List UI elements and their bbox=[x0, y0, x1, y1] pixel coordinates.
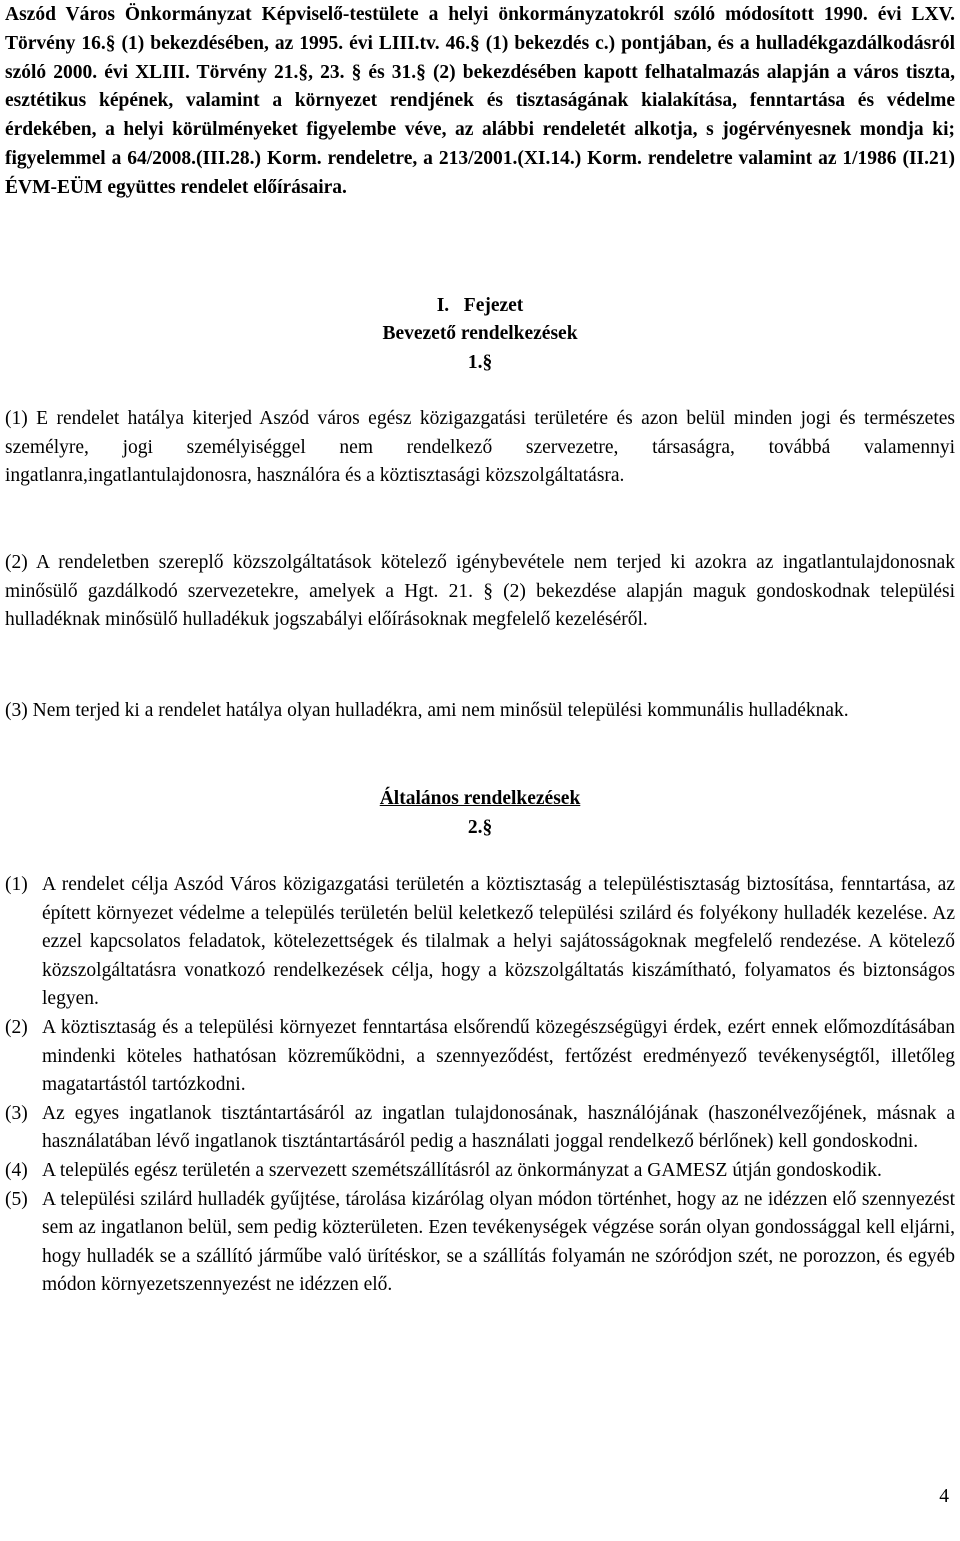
list-item bbox=[5, 1100, 955, 1157]
list-item bbox=[5, 1186, 955, 1300]
document-page bbox=[5, 0, 955, 1541]
general-provisions-title: Általános rendelkezések bbox=[379, 788, 581, 809]
list-item bbox=[5, 871, 955, 1014]
chapter-heading bbox=[5, 292, 955, 321]
list-item-number: (2) bbox=[5, 1016, 28, 1038]
section-2-number: 2.§ bbox=[467, 817, 493, 838]
list-item-number: (4) bbox=[5, 1159, 28, 1181]
list-item-number: (1) bbox=[5, 874, 28, 895]
section-1-paragraph-3: (3) Nem terjed ki a rendelet hatálya olyan hulladékra, ami nem minősül települési kommunális hulladéknak. bbox=[5, 700, 849, 721]
chapter-title: Bevezető rendelkezések bbox=[382, 323, 578, 344]
page-number: 4 bbox=[939, 1486, 949, 1507]
preamble-paragraph: Aszód Város Önkormányzat Képviselő-testülete a helyi önkormányzatokról szóló módosított 1990. évi LXV. Törvény 16.§ (1) bekezdésében, az 1995. évi LIII.tv. 46.§ (1) bekezdés c.) pontjában, és a hulladékgazdálkodásról szóló 2000. évi XLIII. Törvény 21.§, 23. § és 31.§ (2) bekezdésében kapott felhatalmazás alapján a város tiszta, esztétikus képének, valamint a környezet rendjének és tisztaságának kialakítása, fenntartása és védelme érdekében, a helyi körülményeket figyelembe véve, az alábbi rendeletét alkotja, s jogérvényesnek mondja ki; figyelemmel a 64/2008.(III.28.) Korm. rendeletre, a 213/2001.(XI.14.) Korm. rendeletre valamint az 1/1986 (II.21) ÉVM-EÜM együttes rendelet előírásaira. bbox=[5, 4, 955, 198]
list-item bbox=[5, 1157, 955, 1186]
list-item-text: A település egész területén a szervezett szemétszállításról az önkormányzat a GAMESZ útján gondoskodik. bbox=[42, 1159, 882, 1181]
section-1-paragraph-2: (2) A rendeletben szereplő közszolgáltatások kötelező igénybevétele nem terjed ki azokra az ingatlantulajdonosnak minősülő gazdálkodó szervezetekre, amelyek a Hgt. 21. § (2) bekezdése alapján maguk gondoskodnak települési hulladéknak minősülő hulladékuk jogszabályi előírásoknak megfelelő kezeléséről. bbox=[5, 552, 955, 631]
section-2-list bbox=[5, 871, 955, 1300]
section-1-number: 1.§ bbox=[467, 352, 493, 373]
chapter-number: I. bbox=[436, 295, 450, 316]
list-item-text: A rendelet célja Aszód Város közigazgatási területén a köztisztaság a településtisztaság biztosítása, fenntartása, az épített környezet védelme a település területén belül keletkező települési szilárd és folyékony hulladék kezelése. Az ezzel kapcsolatos feladatok, kötelezettségek és tilalmak a helyi sajátosságoknak megfelelő rendezése. A kötelező közszolgáltatásra vonatkozó rendelkezések célja, hogy a közszolgáltatás kiszámítható, folyamatos és biztonságos legyen. bbox=[42, 874, 955, 1010]
list-item-text: A települési szilárd hulladék gyűjtése, tárolása kizárólag olyan módon történhet, hogy az ne idézzen elő szennyezést sem az ingatlanon belül, sem pedig közterületen. Ezen tevékenységek végzése során olyan gondossággal kell eljárni, hogy hulladék se a szállító járműbe való ürítéskor, se a szállítás folyamán ne szóródjon szét, ne porozzon, és egyéb módon környezetszennyezést ne idézzen elő. bbox=[42, 1188, 955, 1296]
list-item-number: (5) bbox=[5, 1188, 28, 1210]
chapter-label: Fejezet bbox=[463, 295, 524, 316]
list-item bbox=[5, 1014, 955, 1100]
list-item-text: A köztisztaság és a települési környezet fenntartása elsőrendű közegészségügyi érdek, ezért ennek előmozdításában mindenki köteles hathatósan közreműködni, a szennyeződést, fertőzést eredményező tevékenységtől, illetőleg magatartástól tartózkodni. bbox=[42, 1016, 955, 1096]
section-1-paragraph-1: (1) E rendelet hatálya kiterjed Aszód város egész közigazgatási területére és azon belül minden jogi és természetes személyre, jogi személyiséggel nem rendelkező szervezetre, társaságra, továbbá valamennyi ingatlanra,ingatlantulajdonosra, használóra és a köztisztasági közszolgáltatásra. bbox=[5, 408, 955, 487]
list-item-text: Az egyes ingatlanok tisztántartásáról az ingatlan tulajdonosának, használójának (haszonélvezőjének, másnak a használatában lévő ingatlanok tisztántartásáról pedig a használati joggal rendelkező bérlőnek) kell gondoskodni. bbox=[42, 1102, 955, 1153]
list-item-number: (3) bbox=[5, 1102, 28, 1124]
